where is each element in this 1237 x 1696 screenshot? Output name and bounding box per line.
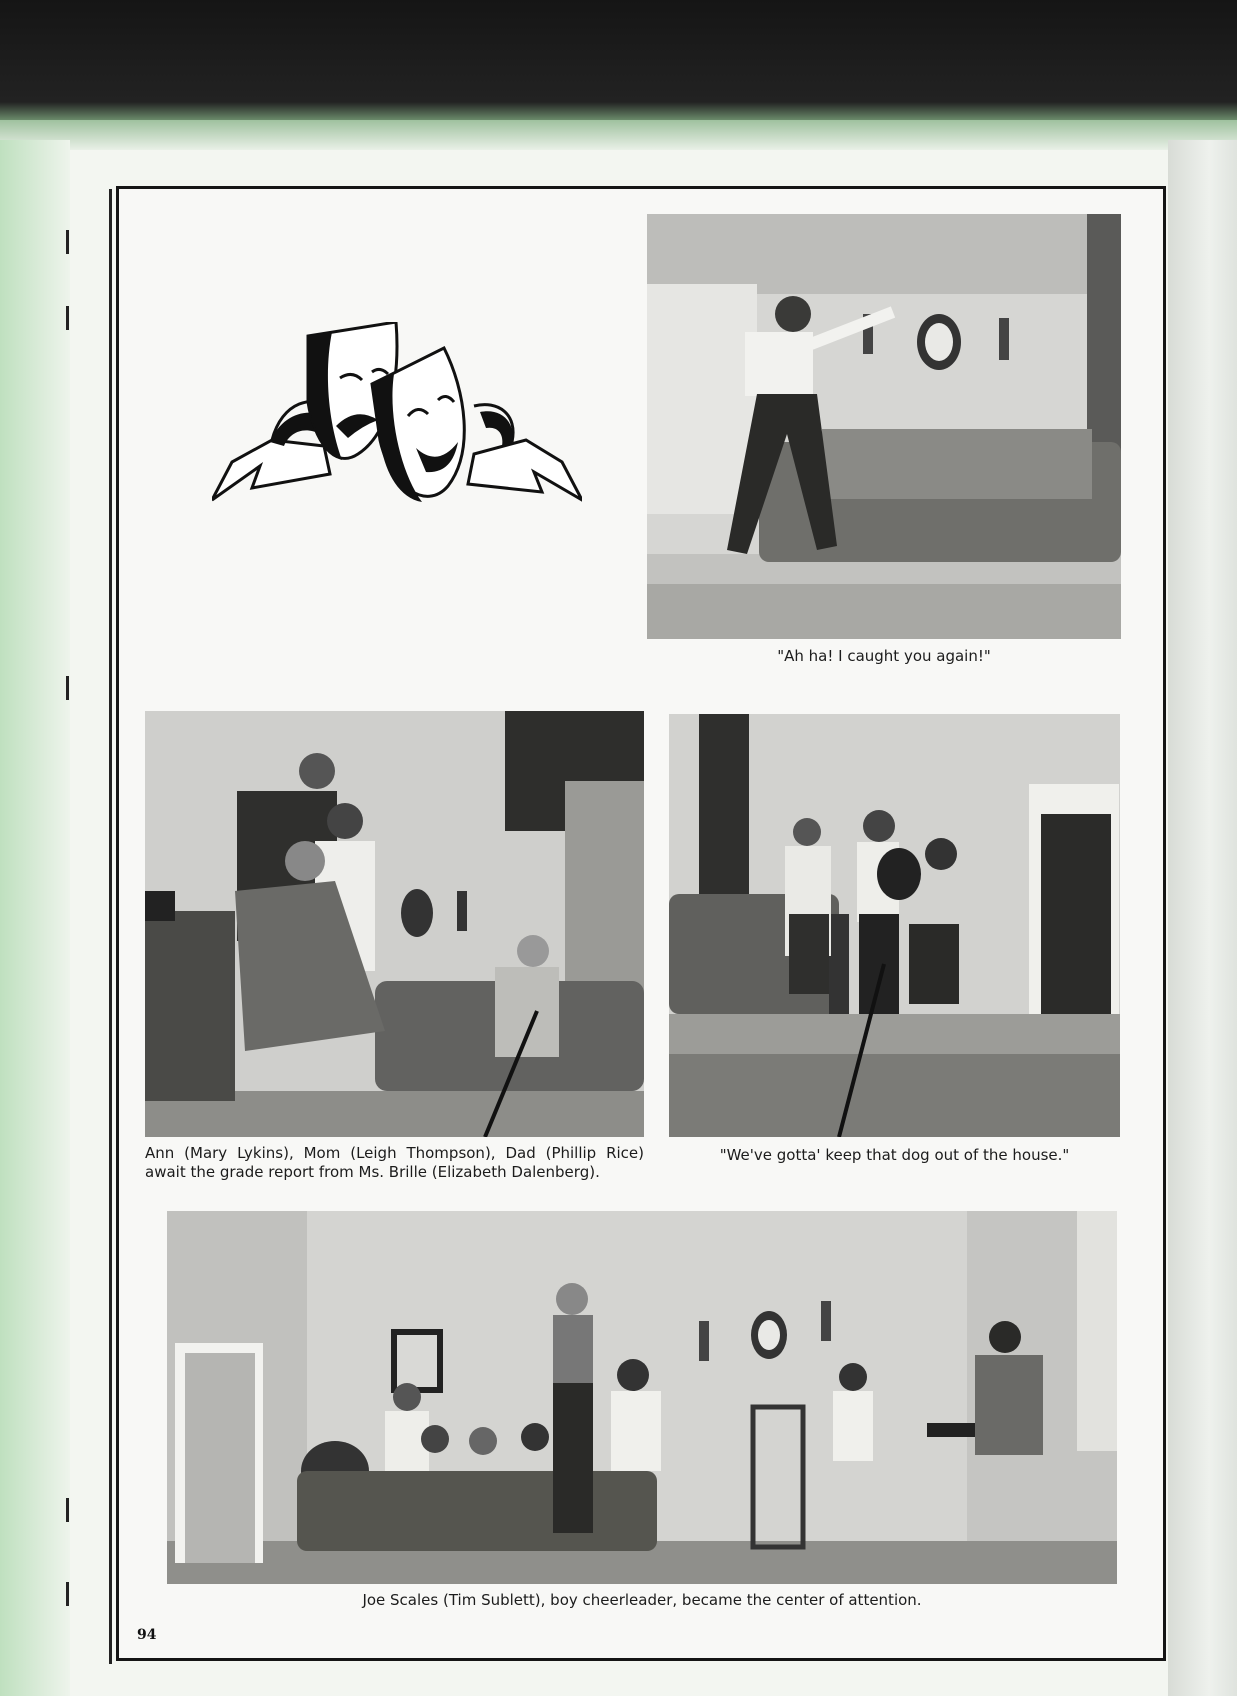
photo-caption: Ann (Mary Lykins), Mom (Leigh Thompson), Dad (Phillip Rice) await the grade report from Ms. Brille (Elizabeth Dalenberg). <box>145 1144 644 1181</box>
photo-caption: "We've gotta' keep that dog out of the house." <box>719 1146 1070 1164</box>
comedy-tragedy-masks-icon <box>212 322 582 522</box>
photo-boy-cheerleader <box>167 1211 1117 1584</box>
margin-mark <box>66 1498 69 1522</box>
photo-stage-man-pointing <box>647 214 1121 639</box>
photo-caption: "Ah ha! I caught you again!" <box>777 647 991 665</box>
scan-green-edge <box>0 120 1237 150</box>
book-spine-shadow <box>0 140 70 1696</box>
facing-page-edge <box>1168 140 1237 1696</box>
photo-caption: Joe Scales (Tim Sublett), boy cheerleader, became the center of attention. <box>362 1591 922 1609</box>
margin-mark <box>66 1582 69 1606</box>
margin-mark <box>66 676 69 700</box>
scan-top-background <box>0 0 1237 120</box>
photo-family-grade-report <box>145 711 644 1137</box>
page-number: 94 <box>137 1627 157 1643</box>
photo-dog-out-of-house <box>669 714 1120 1137</box>
margin-mark <box>66 230 69 254</box>
margin-mark <box>66 306 69 330</box>
